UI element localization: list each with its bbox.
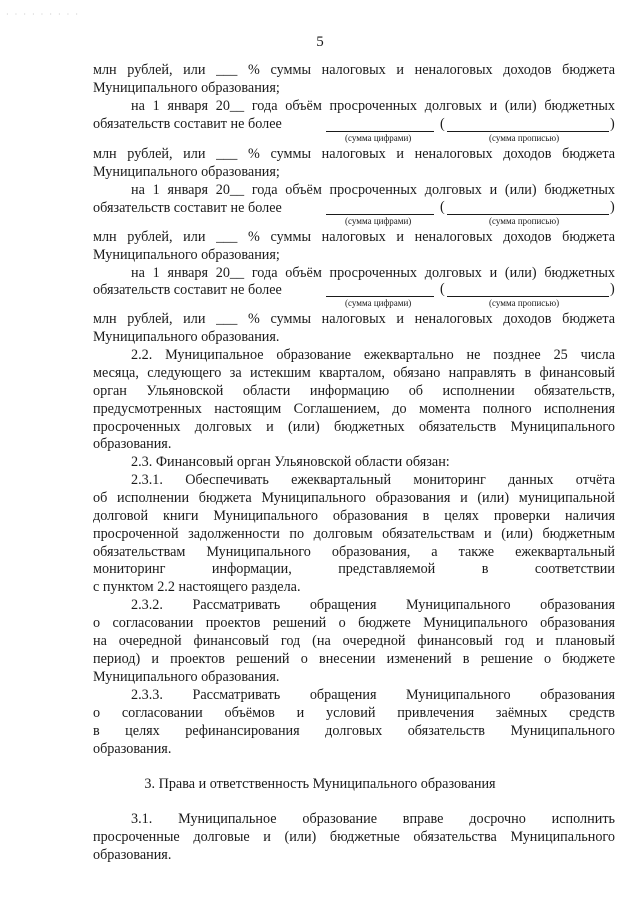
amount-words-blank — [447, 296, 609, 297]
paren-open: ( — [440, 281, 445, 297]
caption-digits: (сумма цифрами) — [345, 216, 412, 226]
page-number: 5 — [316, 34, 324, 50]
text-line: млн рублей, или ___ % суммы налоговых и неналоговых доходов бюджета — [93, 62, 615, 78]
amount-digits-blank — [326, 131, 434, 132]
text-line: обязательств составит не более — [93, 200, 282, 216]
text-line: мониторинг информации, представляемой в соответствии — [93, 561, 615, 577]
text-line: обязательств составит не более — [93, 282, 282, 298]
text-line: об исполнении бюджета Муниципального образования и (или) муниципальной — [93, 490, 615, 506]
text-line: Муниципального образования; — [93, 80, 280, 96]
text-line: просроченные долговые и (или) бюджетные обязательства Муниципального — [93, 829, 615, 845]
text-line: образования. — [93, 847, 172, 863]
text-line: на 1 января 20__ года объём просроченных долговых и (или) бюджетных — [131, 182, 615, 198]
text-line: в целях рефинансирования долговых обязательств Муниципального — [93, 723, 615, 739]
text-line: просроченных долговых и (или) бюджетных обязательств Муниципального — [93, 419, 615, 435]
text-line: образования. — [93, 436, 172, 452]
caption-words: (сумма прописью) — [489, 216, 560, 226]
text-line: 2.3. Финансовый орган Ульяновской области обязан: — [131, 454, 450, 470]
paren-open: ( — [440, 116, 445, 132]
caption-words: (сумма прописью) — [489, 133, 560, 143]
caption-digits: (сумма цифрами) — [345, 133, 412, 143]
text-line: на 1 января 20__ года объём просроченных долговых и (или) бюджетных — [131, 98, 615, 114]
scan-mark: · · · · · · · · · — [6, 10, 80, 19]
text-line: образования. — [93, 741, 172, 757]
section-heading: 3. Права и ответственность Муниципального образования — [144, 776, 496, 792]
text-line: 2.3.2. Рассматривать обращения Муниципального образования — [131, 597, 615, 613]
text-line: Муниципального образования; — [93, 247, 280, 263]
paren-close: ) — [610, 199, 615, 215]
text-line: обязательств составит не более — [93, 116, 282, 132]
caption-digits: (сумма цифрами) — [345, 298, 412, 308]
paren-close: ) — [610, 281, 615, 297]
text-line: Муниципального образования. — [93, 669, 280, 685]
text-line: млн рублей, или ___ % суммы налоговых и неналоговых доходов бюджета — [93, 146, 615, 162]
amount-digits-blank — [326, 296, 434, 297]
text-line: о согласовании объёмов и условий привлечения заёмных средств — [93, 705, 615, 721]
paren-open: ( — [440, 199, 445, 215]
text-line: период) и проектов решений о внесении изменений в решение о бюджете — [93, 651, 615, 667]
text-line: Муниципального образования. — [93, 329, 280, 345]
amount-words-blank — [447, 214, 609, 215]
text-line: млн рублей, или ___ % суммы налоговых и неналоговых доходов бюджета — [93, 311, 615, 327]
text-line: обязательствам Муниципального образования, а также ежеквартальный — [93, 544, 615, 560]
text-line: 2.2. Муниципальное образование ежеквартально не позднее 25 числа — [131, 347, 615, 363]
text-line: орган Ульяновской области информацию об исполнении обязательств, — [93, 383, 615, 399]
text-line: на 1 января 20__ года объём просроченных долговых и (или) бюджетных — [131, 265, 615, 281]
text-line: о согласовании проектов решений о бюджете Муниципального образования — [93, 615, 615, 631]
caption-words: (сумма прописью) — [489, 298, 560, 308]
amount-digits-blank — [326, 214, 434, 215]
text-line: предусмотренных настоящим Соглашением, до момента полного исполнения — [93, 401, 615, 417]
amount-words-blank — [447, 131, 609, 132]
text-line: долговой книги Муниципального образования в целях проверки наличия — [93, 508, 615, 524]
text-line: с пунктом 2.2 настоящего раздела. — [93, 579, 301, 595]
text-line: Муниципального образования; — [93, 164, 280, 180]
text-line: 3.1. Муниципальное образование вправе досрочно исполнить — [131, 811, 615, 827]
text-line: на очередной финансовый год (на очередной финансовый год и плановый — [93, 633, 615, 649]
text-line: 2.3.1. Обеспечивать ежеквартальный мониторинг данных отчёта — [131, 472, 615, 488]
paren-close: ) — [610, 116, 615, 132]
text-line: млн рублей, или ___ % суммы налоговых и неналоговых доходов бюджета — [93, 229, 615, 245]
text-line: 2.3.3. Рассматривать обращения Муниципального образования — [131, 687, 615, 703]
text-line: просроченной задолженности по долговым обязательствам и (или) бюджетным — [93, 526, 615, 542]
text-line: месяца, следующего за истекшим кварталом, обязано направлять в финансовый — [93, 365, 615, 381]
